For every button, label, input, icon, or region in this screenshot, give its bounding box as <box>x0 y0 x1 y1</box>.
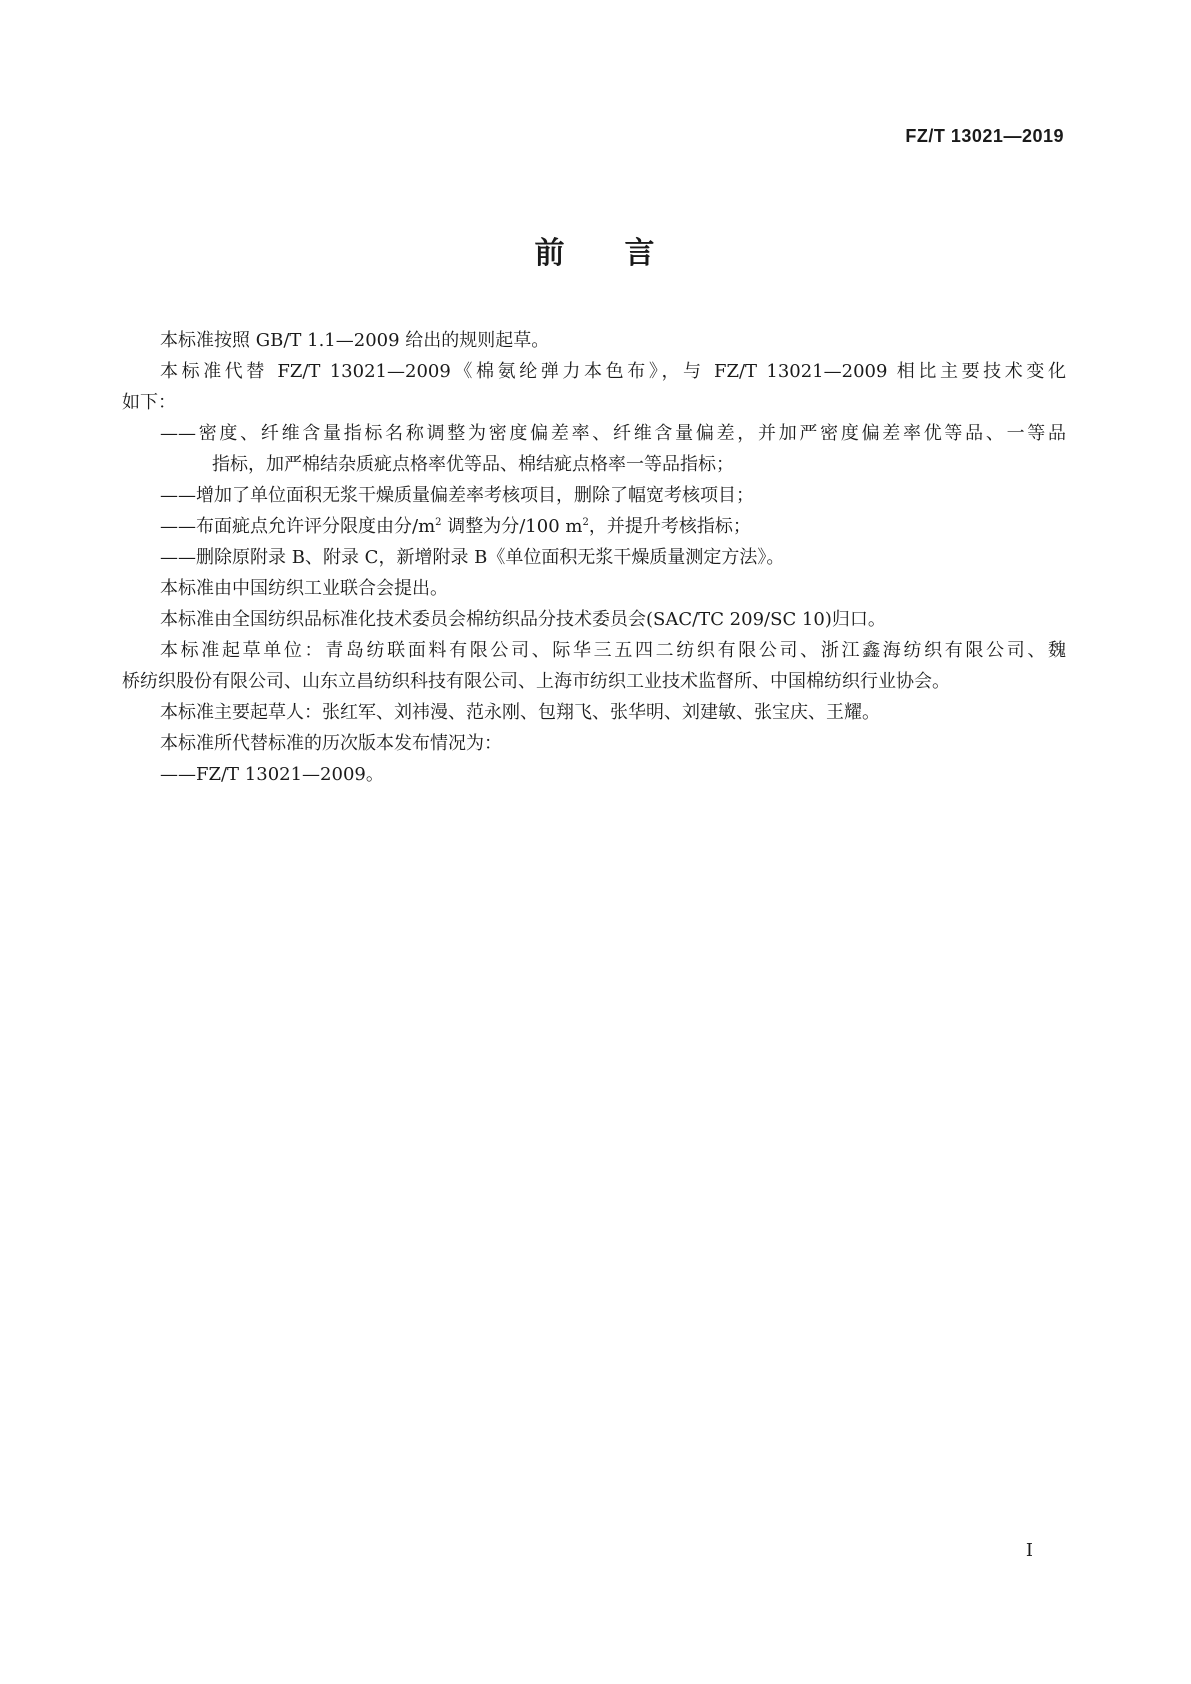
document-body <box>122 325 1066 790</box>
change-item-3 <box>122 511 1066 542</box>
paragraph-history: 本标准所代替标准的历次版本发布情况为： <box>160 733 502 754</box>
change-item-4: ——删除原附录 B、附录 C，新增附录 B《单位面积无浆干燥质量测定方法》。 <box>160 547 785 568</box>
page-title <box>0 228 1191 272</box>
title-char-2: 言 <box>624 236 657 271</box>
title-char-1: 前 <box>534 236 567 271</box>
history-item-1: ——FZ/T 13021—2009。 <box>160 764 384 785</box>
paragraph-proposed-by: 本标准由中国纺织工业联合会提出。 <box>160 578 448 599</box>
superscript-2: 2 <box>582 517 589 528</box>
paragraph-drafting-rules: 本标准按照 GB/T 1.1—2009 给出的规则起草。 <box>160 330 550 351</box>
change-item-3-part-a: ——布面疵点允许评分限度由分/m <box>160 516 436 537</box>
paragraph-replaces-line2: 如下： <box>122 392 176 413</box>
page-number: I <box>1025 1540 1033 1561</box>
superscript-2: 2 <box>435 517 442 528</box>
change-item-3-part-b: 调整为分/100 m <box>441 516 583 537</box>
paragraph-centralized-by: 本标准由全国纺织品标准化技术委员会棉纺织品分技术委员会(SAC/TC 209/SC 10)归口。 <box>160 609 886 630</box>
change-item-3-part-c: ，并提升考核指标； <box>588 516 751 537</box>
paragraph-drafting-units-line2: 桥纺织股份有限公司、山东立昌纺织科技有限公司、上海市纺织工业技术监督所、中国棉纺织行业协会。 <box>122 671 950 692</box>
change-item-1-line1: ——密度、纤维含量指标名称调整为密度偏差率、纤维含量偏差，并加严密度偏差率优等品、一等品 <box>160 423 1066 444</box>
paragraph-replaces-line1: 本标准代替 FZ/T 13021—2009《棉氨纶弹力本色布》，与 FZ/T 13021—2009 相比主要技术变化 <box>160 361 1066 382</box>
paragraph-drafting-units-line1: 本标准起草单位：青岛纺联面料有限公司、际华三五四二纺织有限公司、浙江鑫海纺织有限公司、魏 <box>160 640 1066 661</box>
paragraph-drafters: 本标准主要起草人：张红军、刘祎漫、范永刚、包翔飞、张华明、刘建敏、张宝庆、王耀。 <box>160 702 880 723</box>
change-item-2: ——增加了单位面积无浆干燥质量偏差率考核项目，删除了幅宽考核项目； <box>160 485 754 506</box>
standard-code: FZ/T 13021—2019 <box>905 126 1064 146</box>
change-item-1-line2: 指标，加严棉结杂质疵点格率优等品、棉结疵点格率一等品指标； <box>212 454 734 475</box>
